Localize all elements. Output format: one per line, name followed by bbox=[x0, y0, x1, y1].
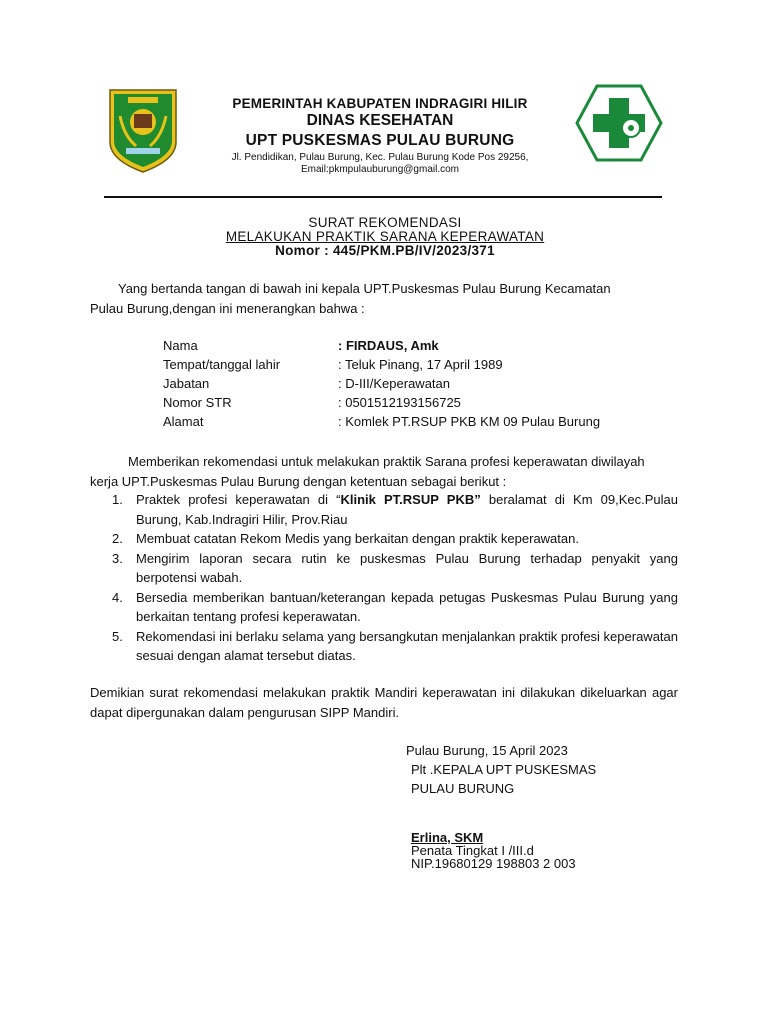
recommendation-paragraph bbox=[90, 452, 678, 491]
condition-item bbox=[106, 490, 678, 529]
puskesmas-logo bbox=[575, 84, 663, 162]
condition-item bbox=[106, 627, 678, 666]
condition-text: Bersedia memberikan bantuan/keterangan kepada petugas Puskesmas Pulau Burung yang berkaitan tentang profesi keperawatan. bbox=[136, 589, 678, 624]
identity-value-str: : 0501512193156725 bbox=[338, 395, 461, 410]
identity-label-address: Alamat bbox=[163, 414, 204, 429]
letterhead-divider bbox=[104, 196, 662, 198]
signatory-rank: Penata Tingkat I /III.d bbox=[411, 843, 534, 858]
identity-label-position: Jabatan bbox=[163, 376, 210, 391]
condition-text: Praktek profesi keperawatan di “ bbox=[136, 492, 341, 507]
condition-text: Membuat catatan Rekom Medis yang berkaitan dengan praktik keperawatan. bbox=[136, 531, 579, 546]
place-date: Pulau Burung, 15 April 2023 bbox=[406, 743, 568, 758]
recommendation-line-2: kerja UPT.Puskesmas Pulau Burung dengan ketentuan sebagai berikut : bbox=[90, 473, 507, 489]
letter-number: Nomor : 445/PKM.PB/IV/2023/371 bbox=[275, 243, 495, 258]
condition-number: 4. bbox=[112, 589, 123, 605]
identity-value-name: : FIRDAUS, Amk bbox=[338, 338, 439, 353]
conditions-list bbox=[106, 490, 678, 666]
condition-number: 5. bbox=[112, 628, 123, 644]
condition-item bbox=[106, 549, 678, 588]
identity-value-position: : D-III/Keperawatan bbox=[338, 376, 450, 391]
regency-emblem-logo bbox=[106, 86, 180, 174]
signatory-role-1: Plt .KEPALA UPT PUSKESMAS bbox=[411, 762, 597, 777]
condition-text: Rekomendasi ini berlaku selama yang bersangkutan menjalankan praktik profesi keperawatan sesuai dengan alamat tersebut diatas. bbox=[136, 628, 678, 663]
intro-line-2: Pulau Burung,dengan ini menerangkan bahwa : bbox=[90, 300, 365, 316]
identity-label-birth: Tempat/tanggal lahir bbox=[163, 357, 281, 372]
clinic-name: Klinik PT.RSUP PKB” bbox=[340, 492, 481, 507]
condition-item bbox=[106, 529, 678, 549]
signatory-role-2: PULAU BURUNG bbox=[411, 781, 515, 796]
condition-number: 3. bbox=[112, 550, 123, 566]
condition-number: 1. bbox=[112, 492, 123, 507]
letterhead-email: Email:pkmpulauburung@gmail.com bbox=[301, 164, 459, 175]
condition-text-rest: beralamat di Km 09,Kec.Pulau Burung, Kab.Indragiri Hilir, Prov.Riau bbox=[136, 492, 678, 527]
condition-text: Mengirim laporan secara rutin ke puskesmas Pulau Burung terhadap penyakit yang berpotensi wabah. bbox=[136, 550, 678, 585]
letter-subject: MELAKUKAN PRAKTIK SARANA KEPERAWATAN bbox=[225, 229, 545, 244]
signatory-name: Erlina, SKM bbox=[411, 830, 484, 845]
condition-item bbox=[106, 588, 678, 627]
condition-number: 2. bbox=[112, 531, 123, 546]
intro-line-1: Yang bertanda tangan di bawah ini kepala UPT.Puskesmas Pulau Burung Kecamatan bbox=[118, 281, 611, 296]
identity-value-birth: : Teluk Pinang, 17 April 1989 bbox=[338, 357, 503, 372]
letterhead-government: PEMERINTAH KABUPATEN INDRAGIRI HILIR bbox=[232, 96, 528, 111]
letter-title: SURAT REKOMENDASI bbox=[308, 215, 462, 230]
letterhead-agency: DINAS KESEHATAN bbox=[306, 112, 454, 129]
identity-label-name: Nama bbox=[163, 338, 198, 353]
recommendation-line-1: Memberikan rekomendasi untuk melakukan praktik Sarana profesi keperawatan diwilayah bbox=[128, 454, 645, 469]
letterhead-office: UPT PUSKESMAS PULAU BURUNG bbox=[245, 132, 515, 149]
identity-label-str: Nomor STR bbox=[163, 395, 232, 410]
intro-paragraph bbox=[90, 279, 678, 318]
closing-paragraph: Demikian surat rekomendasi melakukan praktik Mandiri keperawatan ini dilakukan dikeluarkan agar dapat dipergunakan dalam pengurusan SIPP Mandiri. bbox=[90, 685, 678, 720]
letterhead-address: Jl. Pendidikan, Pulau Burung, Kec. Pulau Burung Kode Pos 29256, bbox=[231, 152, 529, 163]
signatory-nip: NIP.19680129 198803 2 003 bbox=[411, 856, 576, 871]
identity-value-address: : Komlek PT.RSUP PKB KM 09 Pulau Burung bbox=[338, 414, 601, 429]
